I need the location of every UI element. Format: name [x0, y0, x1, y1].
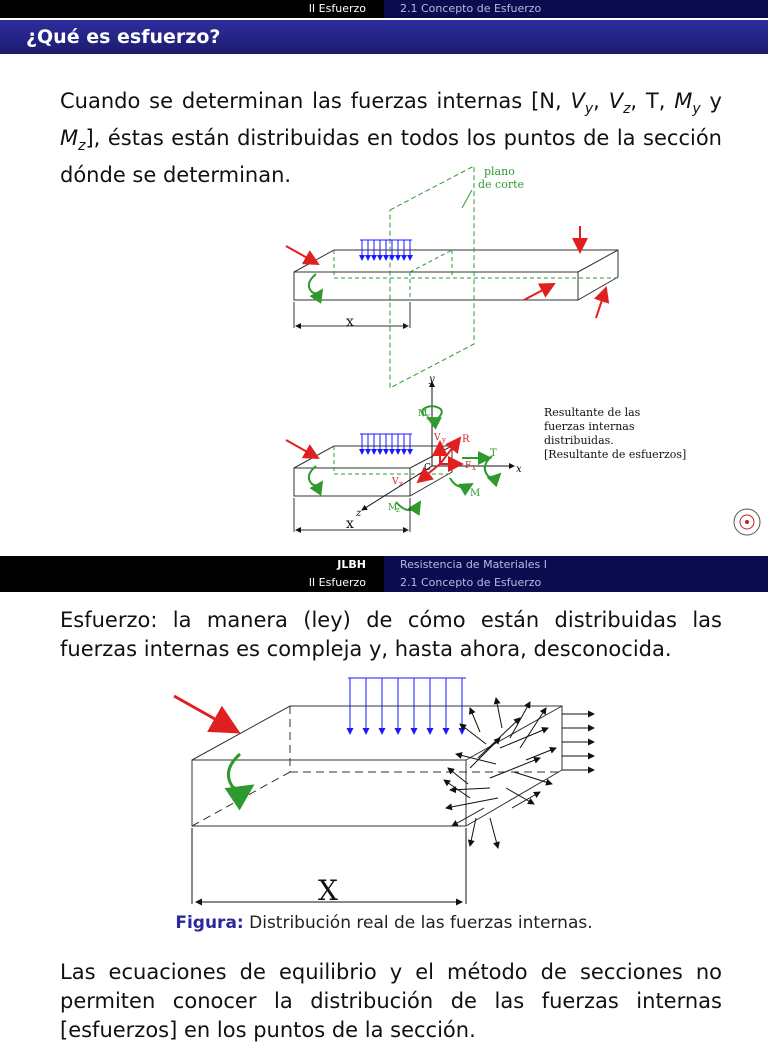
- y-axis-label: y: [429, 374, 435, 385]
- distributed-load-bottom: [360, 434, 412, 454]
- label-r: R: [462, 434, 470, 445]
- x-label-top: x: [346, 314, 354, 330]
- footer-subsection-link[interactable]: 2.1 Concepto de Esfuerzo: [384, 574, 768, 592]
- resultant-note: [544, 406, 686, 461]
- svg-text:z: z: [396, 506, 400, 514]
- svg-text:z: z: [399, 480, 403, 488]
- applied-force-arrow: [174, 696, 238, 732]
- svg-text:[Resultante de esfuerzos]: [Resultante de esfuerzos]: [544, 448, 687, 461]
- svg-text:y: y: [426, 412, 430, 420]
- cutting-plane: [390, 165, 524, 388]
- footer-section-link[interactable]: II Esfuerzo: [0, 574, 384, 592]
- svg-text:x: x: [472, 464, 476, 472]
- beam-box: [192, 706, 562, 826]
- label-t: T: [490, 448, 497, 459]
- footer-course: Resistencia de Materiales I: [384, 556, 768, 574]
- caption-label: Figura:: [175, 913, 244, 933]
- label-c: C: [424, 463, 431, 473]
- plano-label-1: plano: [484, 165, 515, 178]
- beamer-logo-icon[interactable]: [732, 507, 762, 537]
- nav-section-link[interactable]: II Esfuerzo: [0, 0, 384, 18]
- dimension-x-top: [294, 302, 410, 330]
- distributed-load-top: [360, 240, 412, 260]
- frame-title: ¿Qué es esfuerzo?: [0, 20, 768, 54]
- x-label-bottom: x: [346, 516, 354, 532]
- moment-arrow-top: [309, 274, 322, 294]
- force-arrow-left-bottom: [286, 440, 318, 458]
- top-nav-bar: [0, 0, 768, 18]
- dimension-x: [192, 828, 466, 907]
- figure-caption: [0, 913, 768, 933]
- footer-author: JLBH: [0, 556, 384, 574]
- caption-text: Distribución real de las fuerzas internas.: [249, 913, 593, 933]
- footer-bar-author: [0, 556, 768, 574]
- label-fx: F: [465, 461, 472, 471]
- slide2-paragraph-1: Esfuerzo: la manera (ley) de cómo están distribuidas las fuerzas internas es compleja y, hasta ahora, desconocida.: [60, 608, 722, 661]
- section-resultants: [388, 406, 500, 514]
- svg-text:Resultante de las: Resultante de las: [544, 406, 641, 419]
- x-dimension-label: X: [318, 874, 338, 907]
- slide2-paragraph-2: Las ecuaciones de equilibrio y el método de secciones no permiten conocer la distribución de las fuerzas internas [esfuerzos] en los puntos de la sección.: [60, 960, 722, 1042]
- force-arrow-right-diag: [524, 284, 554, 300]
- force-arrow-left-top: [286, 246, 318, 264]
- footer-bar-section: [0, 574, 768, 592]
- svg-text:distribuidas.: distribuidas.: [544, 434, 614, 447]
- label-vz: V: [392, 477, 399, 487]
- moment-arrow-bottom: [309, 466, 322, 486]
- label-my: M: [418, 409, 428, 419]
- z-axis-label: z: [356, 508, 362, 519]
- x-axis-label: x: [516, 464, 522, 475]
- svg-text:y: y: [442, 436, 446, 444]
- nav-subsection-link[interactable]: 2.1 Concepto de Esfuerzo: [384, 0, 768, 18]
- force-arrow-right-up: [596, 288, 606, 318]
- internal-forces-diagram: [0, 668, 768, 912]
- label-mz: M: [388, 503, 398, 513]
- applied-moment-arrow: [228, 754, 252, 790]
- plano-label-2: de corte: [478, 178, 525, 191]
- label-m: M: [470, 488, 481, 499]
- slide1-paragraph: Cuando se determinan las fuerzas internas [N, $V_y$, $V_z$, T, $M_y$ y $M_z$], éstas están distribuidas en todos los puntos de la sección dónde se determinan.: [60, 89, 722, 188]
- svg-text:fuerzas internas: fuerzas internas: [544, 420, 635, 433]
- beam-cut-diagram: [0, 160, 768, 540]
- label-vy: V: [434, 433, 441, 443]
- upper-beam: [294, 250, 618, 300]
